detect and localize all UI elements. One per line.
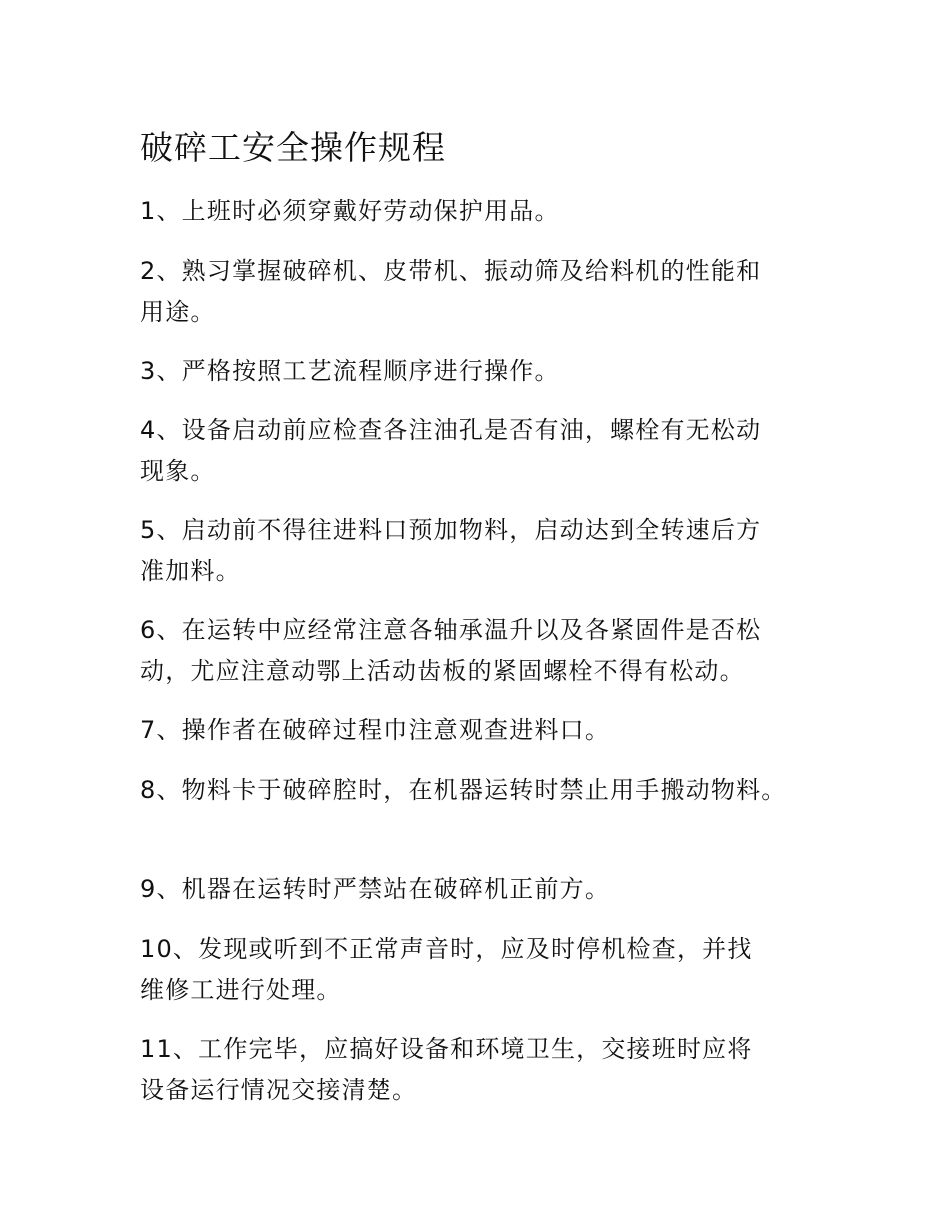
rule-item-5 — [140, 510, 830, 592]
rule-item-9 — [140, 869, 830, 910]
rule-item-8 — [140, 770, 830, 811]
rule-item-10 — [140, 929, 830, 1011]
rule-item-3 — [140, 351, 830, 392]
rule-item-5-line-2: 准加料。 — [140, 557, 241, 585]
rule-item-7 — [140, 710, 830, 751]
rule-item-6 — [140, 610, 830, 692]
rule-item-4 — [140, 410, 830, 492]
rule-item-11 — [140, 1029, 830, 1111]
document-title: 破碎工安全操作规程 — [140, 128, 446, 167]
rule-item-2-line-2: 用途。 — [140, 298, 216, 326]
rule-item-10-line-1: 10、发现或听到不正常声音时，应及时停机检查，并找 — [140, 935, 753, 963]
rule-item-5-line-1: 5、启动前不得往进料口预加物料，启动达到全转速后方 — [140, 516, 762, 544]
rule-item-4-line-2: 现象。 — [140, 457, 216, 485]
rule-item-4-line-1: 4、设备启动前应检查各注油孔是否有油，螺栓有无松动 — [140, 416, 762, 444]
rule-item-2-line-1: 2、熟习掌握破碎机、皮带机、振动筛及给料机的性能和 — [140, 257, 762, 285]
rule-item-11-line-2: 设备运行情况交接清楚。 — [140, 1076, 418, 1104]
rule-item-8-line-1: 8、物料卡于破碎腔时，在机器运转时禁止用手搬动物料。 — [140, 776, 787, 804]
rule-item-1 — [140, 191, 830, 232]
rule-item-10-line-2: 维修工进行处理。 — [140, 976, 342, 1004]
rule-item-7-line-1: 7、操作者在破碎过程巾注意观查进料口。 — [140, 716, 611, 744]
rule-item-2 — [140, 251, 830, 333]
rule-item-1-line-1: 1、上班时必须穿戴好劳动保护用品。 — [140, 197, 560, 225]
rule-item-6-line-1: 6、在运转中应经常注意各轴承温升以及各紧固件是否松 — [140, 616, 762, 644]
rule-item-6-line-2: 动，尤应注意动鄂上活动齿板的紧固螺栓不得有松动。 — [140, 657, 745, 685]
rule-item-3-line-1: 3、严格按照工艺流程顺序进行操作。 — [140, 357, 560, 385]
rule-item-11-line-1: 11、工作完毕，应搞好设备和环境卫生，交接班时应将 — [140, 1035, 753, 1063]
rule-item-9-line-1: 9、机器在运转时严禁站在破碎机正前方。 — [140, 875, 611, 903]
